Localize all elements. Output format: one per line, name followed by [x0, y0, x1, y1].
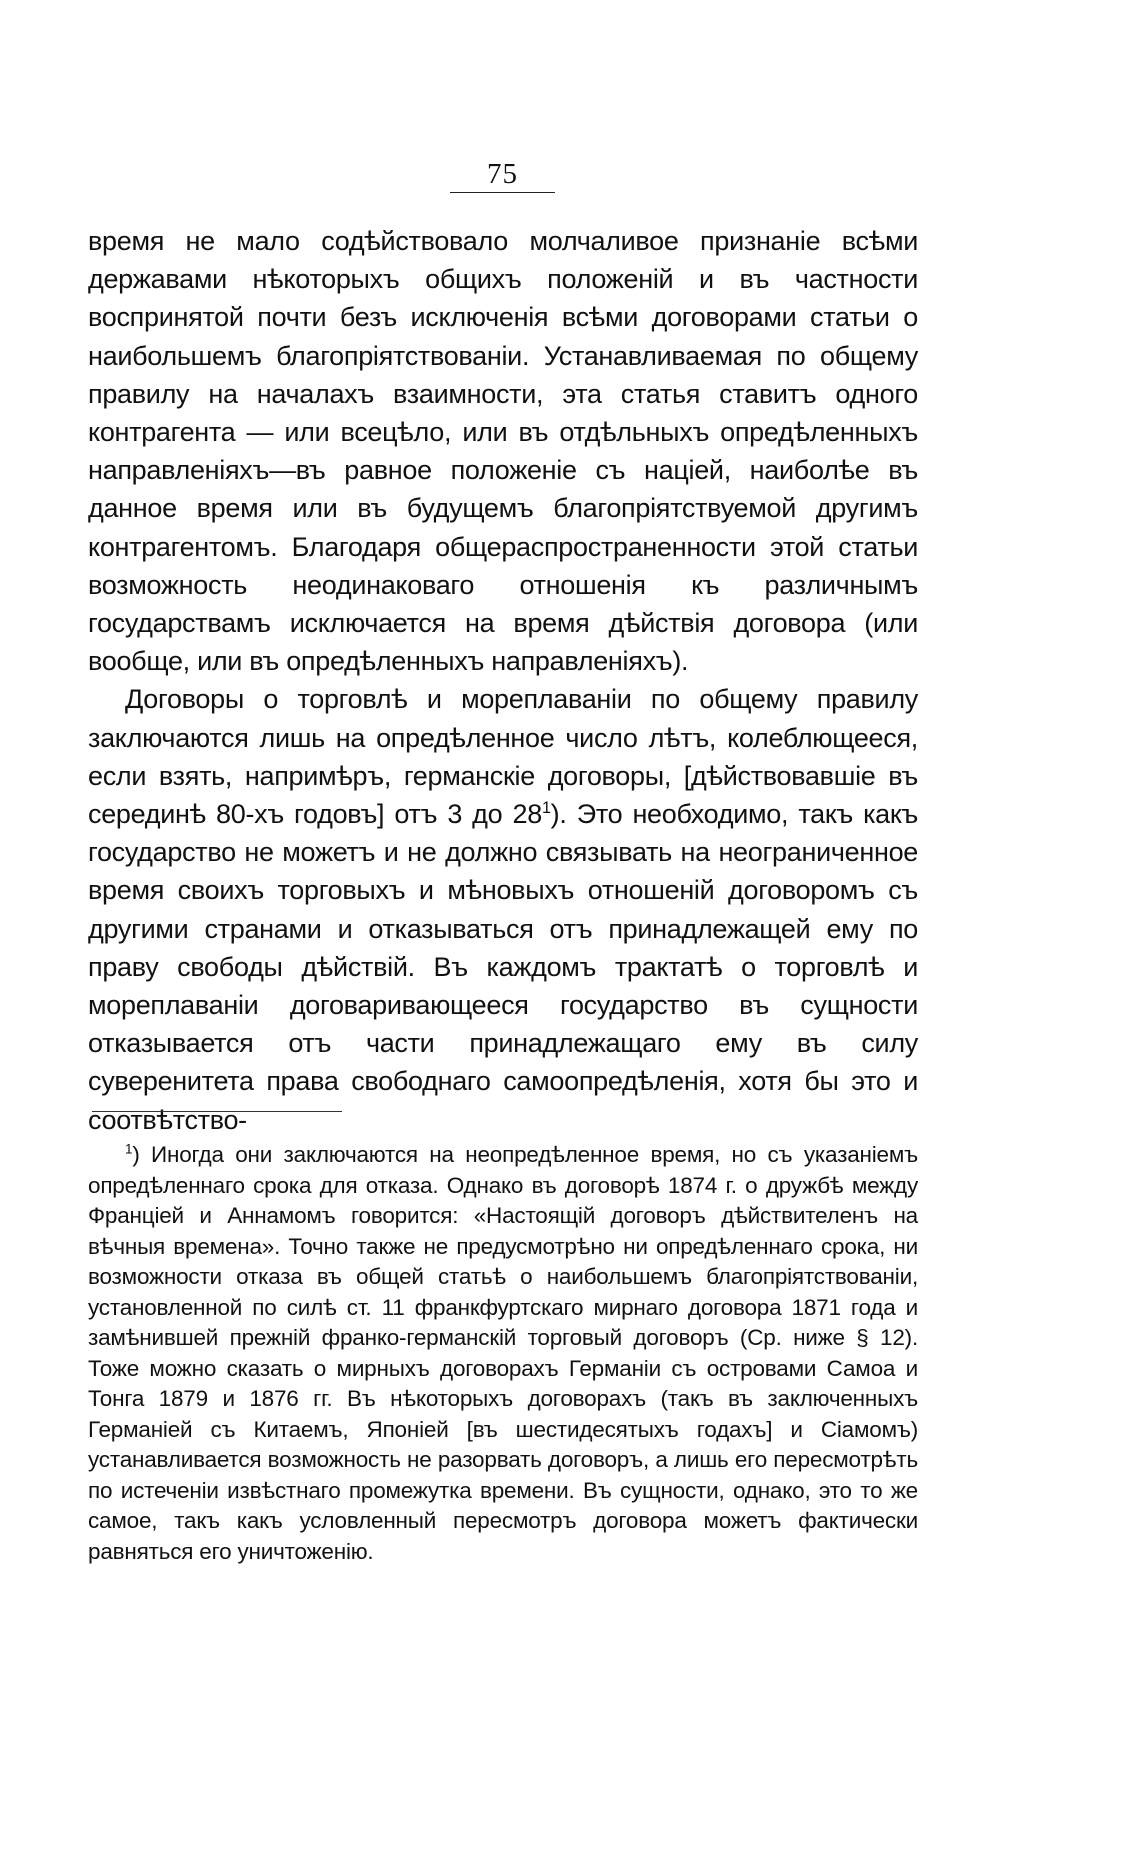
footnote [88, 1140, 918, 1567]
main-text [88, 222, 918, 1139]
footnote-text: ) Иногда они заключаются на неопредѣленное время, но съ указаніемъ опредѣленнаго срока для отказа. Однако въ договорѣ 1874 г. о дружбѣ между Франціей и Аннамомъ говорится: «Настоящій договоръ дѣйствителенъ на вѣчныя времена». Точно также не предусмотрѣно ни опредѣленнаго срока, ни возможности отказа въ общей статьѣ о наибольшемъ благопріятствованіи, установленной по силѣ ст. 11 франкфуртскаго мирнаго договора 1871 года и замѣнившей прежній франко-германскій торговый договоръ (Ср. ниже § 12). Тоже можно сказать о мирныхъ договорахъ Германіи съ островами Самоа и Тонга 1879 и 1876 гг. Въ нѣкоторыхъ договорахъ (такъ въ заключенныхъ Германіей съ Китаемъ, Японіей [въ шестидесятыхъ годахъ] и Сіамомъ) устанавливается возможность не разорвать договоръ, а лишь его пересмотрѣть по истеченіи извѣстнаго промежутка времени. Въ сущности, однако, это то же самое, такъ какъ условленный пересмотръ договора можетъ фактически равняться его уничтоженію. [88, 1142, 918, 1564]
paragraph-2 [88, 680, 918, 1138]
footnote-reference: 1 [541, 799, 551, 818]
page-number: 75 [450, 158, 555, 193]
paragraph-1: время не мало содѣйствовало молчаливое признаніе всѣми державами нѣкоторыхъ общихъ положеній и въ частности воспринятой почти безъ исключенія всѣми договорами статьи о наибольшемъ благопріятствованіи. Устанавливаемая по общему правилу на началахъ взаимности, эта статья ставитъ одного контрагента — или всецѣло, или въ отдѣльныхъ опредѣленныхъ направленіяхъ—въ равное положеніе съ націей, наиболѣе въ данное время или въ будущемъ благопріятствуемой другимъ контрагентомъ. Благодаря общераспространенности этой статьи возможность неодинаковаго отношенія къ различнымъ государствамъ исключается на время дѣйствія договора (или вообще, или въ опредѣленныхъ направленіяхъ). [88, 226, 918, 677]
footnote-marker: 1 [125, 1141, 133, 1157]
footnote-paragraph [88, 1140, 918, 1567]
paragraph-2-text-a: Договоры о торговлѣ и мореплаваніи по общему правилу заключаются лишь на опредѣленное число лѣтъ, колеблющееся, если взять, напримѣръ, германскіе договоры, [дѣйствовавшіе въ серединѣ 80-хъ годовъ] отъ 3 до 28 [88, 684, 918, 830]
paragraph-2-text-b: ). Это необходимо, такъ какъ государство не можетъ и не должно связывать на неограниченное время своихъ торговыхъ и мѣновыхъ отношеній договоромъ съ другими странами и отказываться отъ принадлежащей ему по праву свободы дѣйствій. Въ каждомъ трактатѣ о торговлѣ и мореплаваніи договаривающееся государство въ сущности отказывается отъ части принадлежащаго ему въ силу суверенитета права свободнаго самоопредѣленія, хотя бы это и соотвѣтство- [88, 799, 918, 1135]
footnote-divider [92, 1111, 342, 1112]
